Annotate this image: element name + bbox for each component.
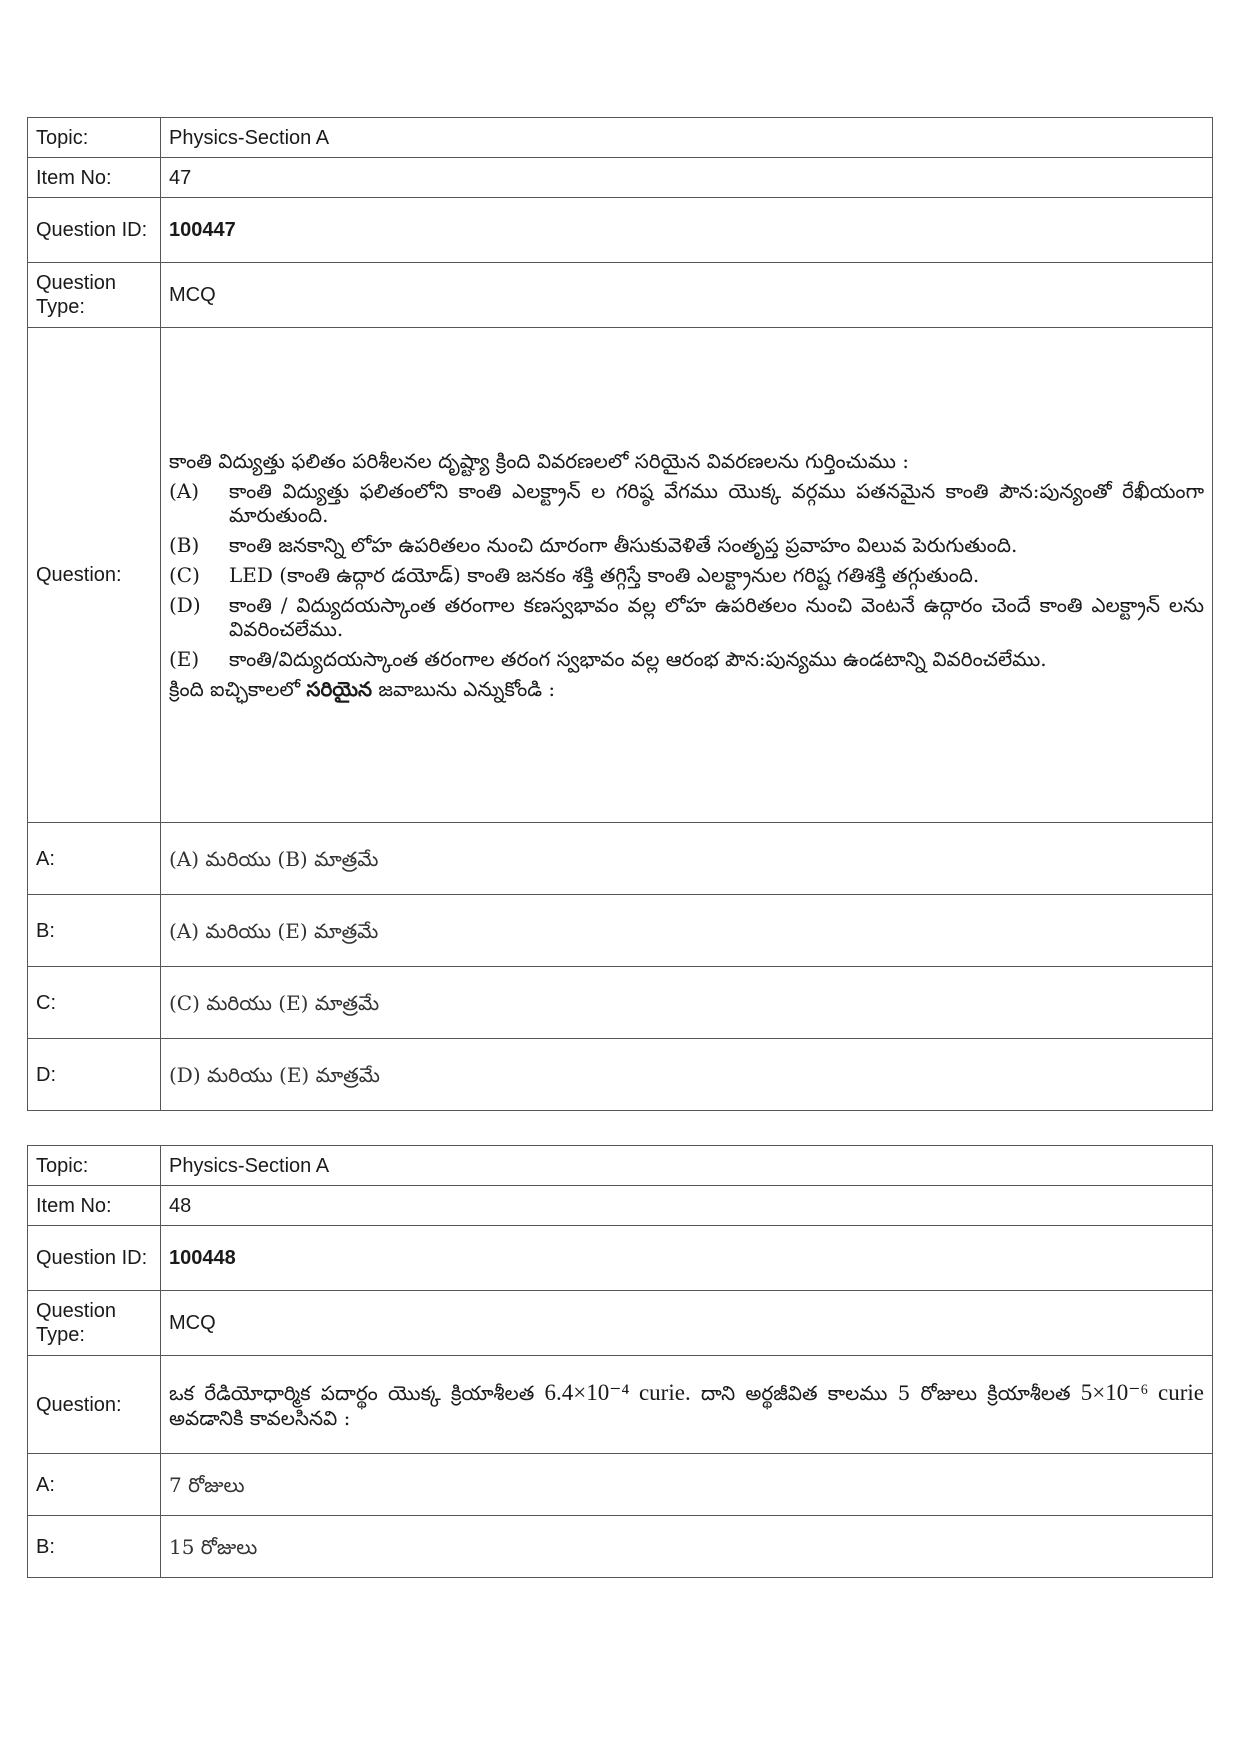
statement-c	[169, 563, 1204, 587]
answer-row-a[interactable]	[28, 1454, 1213, 1516]
question-closing	[169, 677, 1204, 701]
topic-label: Topic:	[28, 1146, 161, 1186]
statement-text: కాంతి / విద్యుదయస్కాంత తరంగాల కణస్వభావం వల్ల లోహ ఉపరితలం నుంచి వెంటనే ఉద్గారం చెందే కాంతి ఎలక్ట్రాన్ లను వివరించలేము.	[229, 593, 1204, 641]
topic-label: Topic:	[28, 118, 161, 158]
topic-row	[28, 1146, 1213, 1186]
topic-value: Physics-Section A	[161, 118, 1213, 158]
answer-label: D:	[28, 1039, 161, 1111]
answer-label: C:	[28, 967, 161, 1039]
statement-a	[169, 479, 1204, 527]
answer-label: B:	[28, 895, 161, 967]
answer-row-b[interactable]	[28, 895, 1213, 967]
qtype-value: MCQ	[161, 263, 1213, 328]
statement-tag: (B)	[169, 533, 200, 557]
statement-tag: (A)	[169, 479, 200, 503]
statement-text: LED (కాంతి ఉద్గార డయోడ్) కాంతి జనకం శక్తి తగ్గిస్తే కాంతి ఎలక్ట్రానుల గరిష్ట గతిశక్తి తగ్గుతుంది.	[229, 563, 980, 587]
statement-d	[169, 593, 1204, 641]
item-value: 47	[161, 158, 1213, 198]
question-body	[161, 1356, 1213, 1454]
item-label: Item No:	[28, 1186, 161, 1226]
qtype-row	[28, 1291, 1213, 1356]
formula-activity-initial: 6.4×10⁻⁴ curie.	[544, 1379, 691, 1405]
item-value: 48	[161, 1186, 1213, 1226]
qtype-label: Question Type:	[28, 263, 161, 328]
qtype-row	[28, 263, 1213, 328]
topic-value: Physics-Section A	[161, 1146, 1213, 1186]
statement-tag: (C)	[169, 563, 200, 587]
qtype-label: Question Type:	[28, 1291, 161, 1356]
answer-option-b[interactable]: 15 రోజులు	[161, 1516, 1213, 1578]
topic-row	[28, 118, 1213, 158]
qtype-value: MCQ	[161, 1291, 1213, 1356]
statement-text: కాంతి విద్యుత్తు ఫలితంలోని కాంతి ఎలక్ట్రాన్ ల గరిష్ఠ వేగము యొక్క వర్గము పతనమైన కాంతి పౌన:పున్యంతో రేఖీయంగా మారుతుంది.	[229, 479, 1204, 527]
answer-row-b[interactable]	[28, 1516, 1213, 1578]
answer-option-a[interactable]: 7 రోజులు	[161, 1454, 1213, 1516]
question-text	[169, 1379, 1204, 1431]
answer-label: A:	[28, 1454, 161, 1516]
answer-label: B:	[28, 1516, 161, 1578]
closing-text: క్రింది ఐచ్ఛికాలలో	[169, 677, 307, 701]
closing-text: జవాబును ఎన్నుకోండి :	[372, 677, 556, 701]
question-row	[28, 1356, 1213, 1454]
answer-option-a[interactable]: (A) మరియు (B) మాత్రమే	[161, 823, 1213, 895]
question-label: Question:	[28, 328, 161, 823]
item-row	[28, 158, 1213, 198]
statement-text: కాంతి జనకాన్ని లోహ ఉపరితలం నుంచి దూరంగా తీసుకువెళితే సంతృప్త ప్రవాహం విలువ పెరుగుతుంది.	[229, 533, 1018, 557]
question-text-part: అవడానికి కావలసినవి :	[169, 1406, 351, 1431]
qid-label: Question ID:	[28, 198, 161, 263]
question-48-table	[27, 1145, 1213, 1578]
answer-option-d[interactable]: (D) మరియు (E) మాత్రమే	[161, 1039, 1213, 1111]
statement-e	[169, 647, 1204, 671]
answer-label: A:	[28, 823, 161, 895]
qid-value: 100448	[161, 1226, 1213, 1291]
item-label: Item No:	[28, 158, 161, 198]
answer-option-b[interactable]: (A) మరియు (E) మాత్రమే	[161, 895, 1213, 967]
question-row	[28, 328, 1213, 823]
item-row	[28, 1186, 1213, 1226]
question-47-table	[27, 117, 1213, 1111]
answer-option-c[interactable]: (C) మరియు (E) మాత్రమే	[161, 967, 1213, 1039]
statement-tag: (D)	[169, 593, 201, 617]
question-label: Question:	[28, 1356, 161, 1454]
qid-value: 100447	[161, 198, 1213, 263]
question-text-part: ఒక రేడియోధార్మిక పదార్థం యొక్క క్రియాశీలత	[169, 1380, 545, 1405]
answer-row-a[interactable]	[28, 823, 1213, 895]
answer-row-d[interactable]	[28, 1039, 1213, 1111]
statement-text: కాంతి/విద్యుదయస్కాంత తరంగాల తరంగ స్వభావం వల్ల ఆరంభ పౌన:పున్యము ఉండటాన్ని వివరించలేము.	[229, 647, 1047, 671]
qid-row	[28, 1226, 1213, 1291]
closing-bold: సరియైన	[306, 677, 373, 701]
formula-activity-final: 5×10⁻⁶ curie	[1080, 1379, 1204, 1405]
question-text-part: దాని అర్థజీవిత కాలము 5 రోజులు క్రియాశీలత	[690, 1380, 1081, 1405]
qid-row	[28, 198, 1213, 263]
statement-b	[169, 533, 1204, 557]
question-body	[161, 328, 1213, 823]
statement-tag: (E)	[169, 647, 200, 671]
answer-row-c[interactable]	[28, 967, 1213, 1039]
question-intro: కాంతి విద్యుత్తు ఫలితం పరిశీలనల దృష్ట్యా క్రింది వివరణలలో సరియైన వివరణలను గుర్తించుము :	[169, 449, 909, 473]
qid-label: Question ID:	[28, 1226, 161, 1291]
